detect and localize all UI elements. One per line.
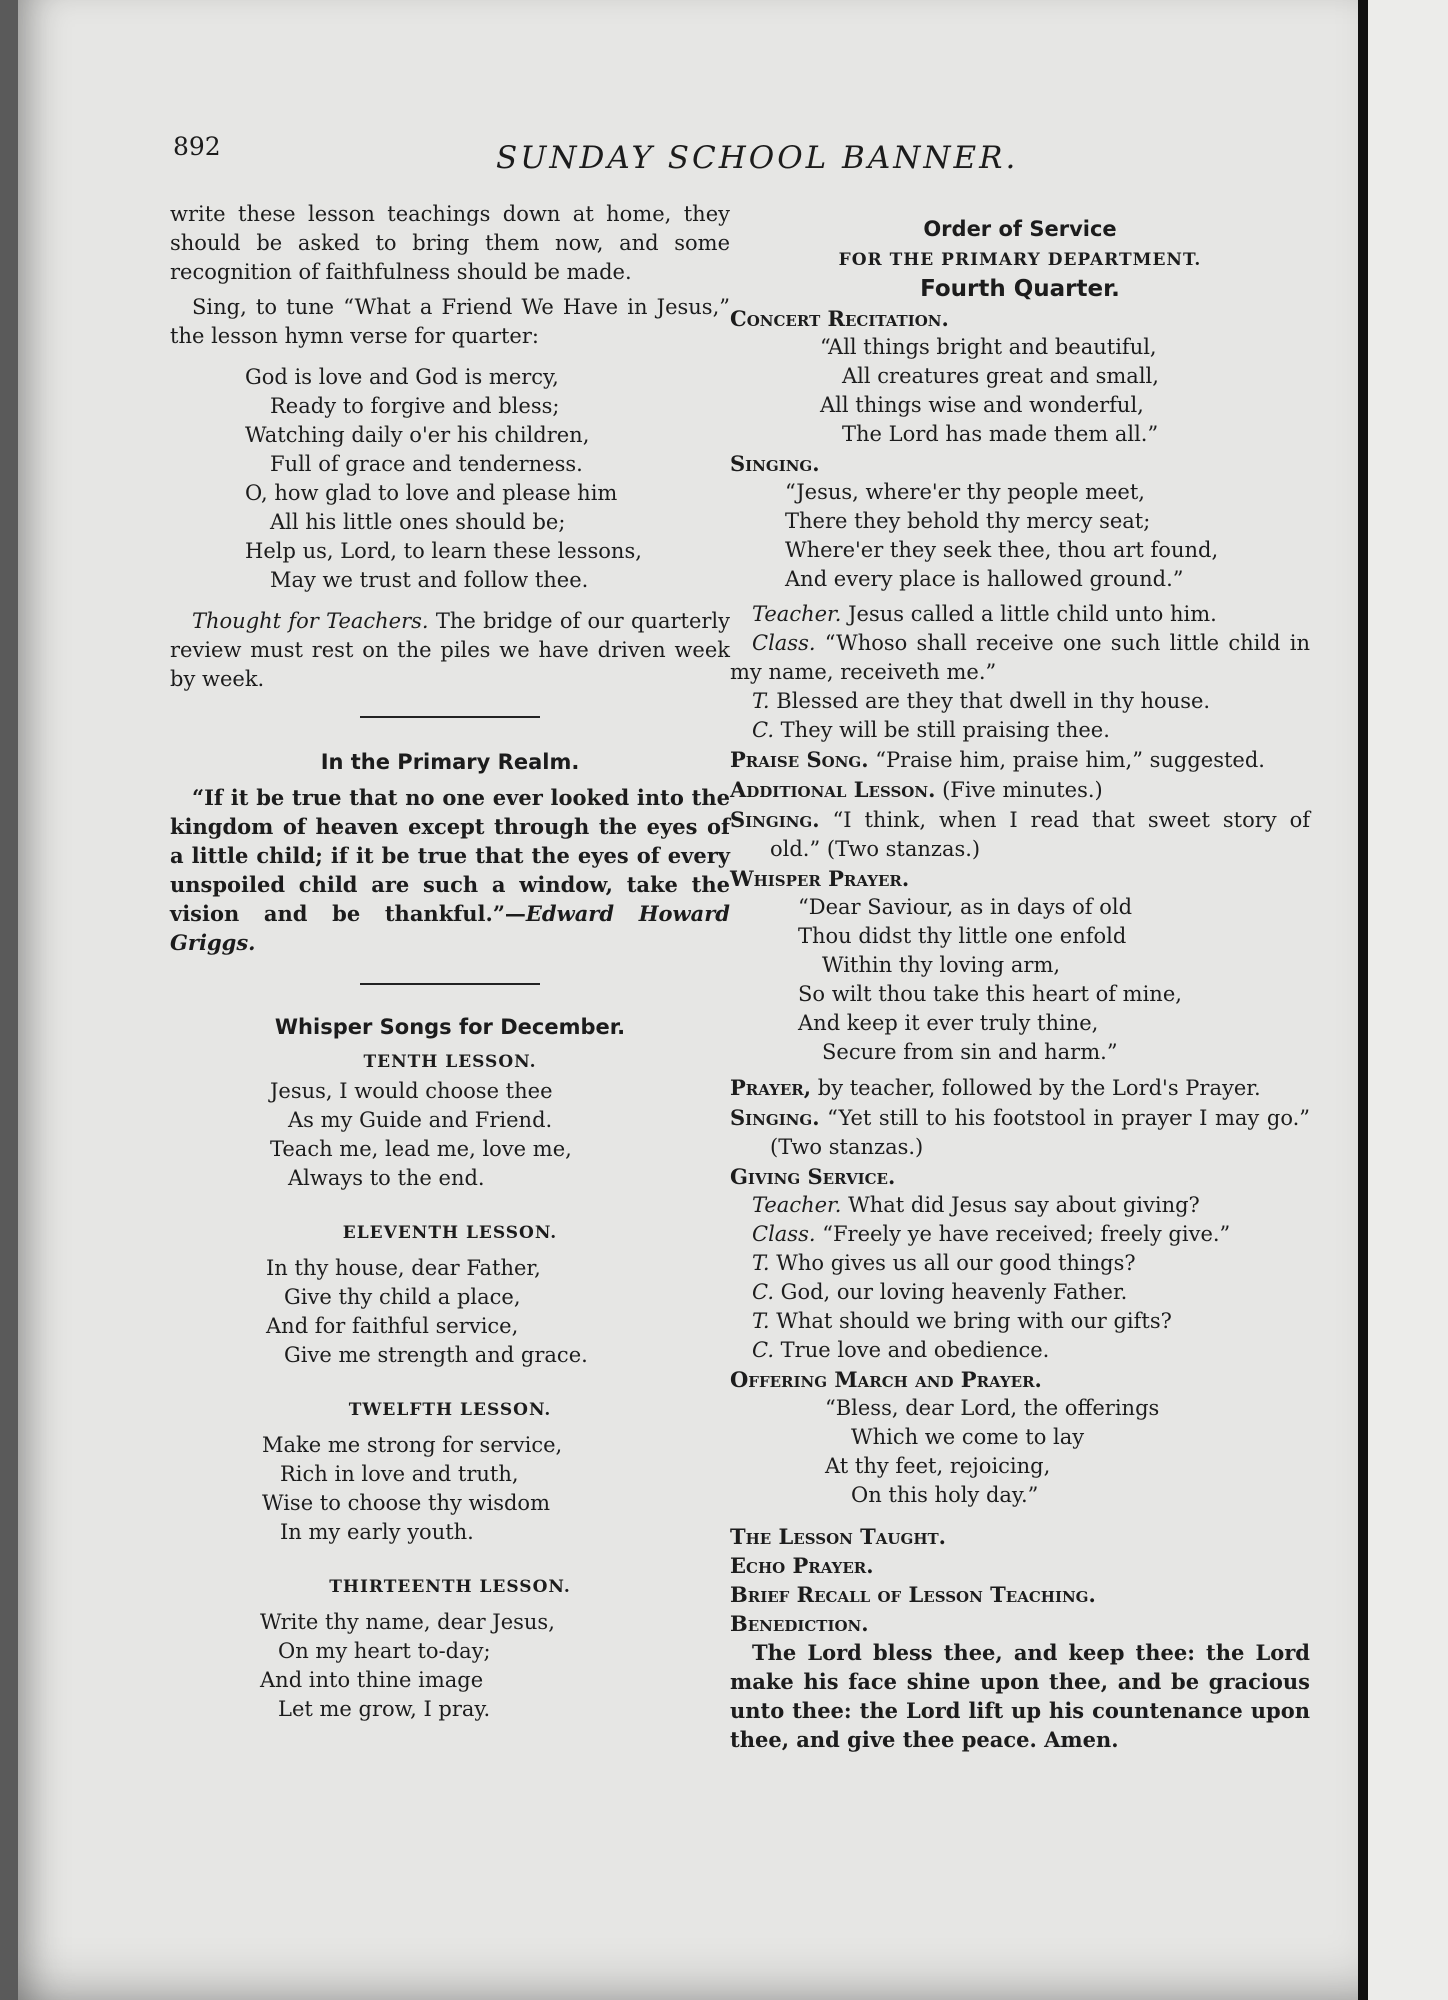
verse-line: Jesus, I would choose thee (270, 1079, 553, 1103)
verse-line: So wilt thou take this heart of mine, (798, 982, 1182, 1006)
speaker: Class. (752, 1222, 816, 1246)
verse-line: And into thine image (260, 1668, 484, 1692)
primary-realm-title: In the Primary Realm. (320, 750, 580, 774)
verse-line: Rich in love and truth, (280, 1462, 519, 1486)
additional-text: (Five minutes.) (935, 778, 1103, 802)
verse-line: In thy house, dear Father, (266, 1256, 541, 1280)
hymn-line: God is love and God is mercy, (245, 365, 559, 389)
prayer-text: by teacher, followed by the Lord's Prayer. (811, 1076, 1261, 1100)
lesson-hymn (170, 363, 730, 595)
verse-line: Teach me, lead me, love me, (270, 1137, 572, 1161)
book-page (18, 0, 1358, 2000)
page-gutter (1358, 0, 1368, 2000)
closing-item: Brief Recall of Lesson Teaching. (730, 1582, 1096, 1607)
dialog-text: What did Jesus say about giving? (841, 1193, 1200, 1217)
dialog-line (730, 1307, 1310, 1336)
running-head: SUNDAY SCHOOL BANNER. (496, 140, 1019, 176)
verse-line: Where'er they seek thee, thou art found, (785, 538, 1219, 562)
section-divider (360, 716, 540, 718)
quote-author: Edward Howard Griggs. (170, 901, 730, 955)
singing-2 (730, 805, 1310, 864)
verse-line: “All things bright and beautiful, (820, 335, 1157, 359)
dialog-text: “Whoso shall receive one such little child in my name, receiveth me.” (730, 631, 1310, 684)
dialog-line (730, 1249, 1310, 1278)
verse-line: On this holy day.” (851, 1483, 1039, 1507)
dialog-line (730, 600, 1310, 629)
speaker: C. (752, 1338, 774, 1362)
dialog-text: God, our loving heavenly Father. (774, 1280, 1128, 1304)
whisper-prayer-label: Whisper Prayer. (730, 866, 910, 891)
order-of-service-subtitle: FOR THE PRIMARY DEPARTMENT. (838, 250, 1202, 270)
speaker: Class. (752, 631, 816, 655)
dialog-text: What should we bring with our gifts? (769, 1309, 1172, 1333)
additional-lesson (730, 775, 1310, 805)
prayer-label: Prayer, (730, 1075, 812, 1100)
dialog-line (730, 716, 1310, 745)
dialog-text: True love and obedience. (774, 1338, 1050, 1362)
speaker: Teacher. (752, 1193, 842, 1217)
praise-text: “Praise him, praise him,” suggested. (868, 748, 1265, 772)
primary-realm-quote (170, 783, 730, 957)
praise-song (730, 745, 1310, 775)
book-binding (0, 0, 18, 2000)
hymn-line: Full of grace and tenderness. (270, 452, 583, 476)
order-of-service-title: Order of Service (923, 217, 1117, 241)
verse-line: Make me strong for service, (262, 1433, 563, 1457)
verse-line: And every place is hallowed ground.” (785, 567, 1184, 591)
verse-line: In my early youth. (280, 1520, 474, 1544)
speaker: T. (752, 1309, 770, 1333)
adjacent-page-edge (1368, 0, 1448, 2000)
lesson-verse (170, 1254, 730, 1370)
dialog-line (730, 629, 1310, 687)
dialog-text: “Freely ye have received; freely give.” (815, 1222, 1231, 1246)
verse-line: “Dear Saviour, as in days of old (798, 895, 1133, 919)
dialog-line (730, 1220, 1310, 1249)
verse-line: On my heart to-day; (278, 1639, 491, 1663)
dialog-line (730, 687, 1310, 716)
dialog-text: Who gives us all our good things? (769, 1251, 1136, 1275)
lesson-title: TENTH LESSON. (363, 1052, 537, 1072)
offering-verse (730, 1394, 1310, 1510)
hymn-line: All his little ones should be; (270, 510, 566, 534)
dialog-line (730, 1191, 1310, 1220)
singing-verse (730, 478, 1310, 594)
hymn-line: O, how glad to love and please him (245, 481, 618, 505)
lesson-verse (170, 1431, 730, 1547)
verse-line: “Bless, dear Lord, the offerings (825, 1396, 1160, 1420)
thought-label: Thought for Teachers. (192, 609, 429, 633)
lesson-title: ELEVENTH LESSON. (342, 1223, 558, 1243)
speaker: T. (752, 1251, 770, 1275)
verse-line: Always to the end. (288, 1166, 485, 1190)
praise-label: Praise Song. (730, 747, 869, 772)
verse-line: There they behold thy mercy seat; (785, 509, 1151, 533)
singing-3 (730, 1103, 1310, 1162)
dialog-line (730, 1278, 1310, 1307)
verse-line: Give thy child a place, (284, 1285, 521, 1309)
verse-line: “Jesus, where'er thy people meet, (785, 480, 1145, 504)
offering-label: Offering March and Prayer. (730, 1367, 1042, 1392)
hymn-line: May we trust and follow thee. (270, 568, 589, 592)
singing-label: Singing. (730, 1105, 820, 1130)
verse-line: As my Guide and Friend. (288, 1108, 553, 1132)
benediction-text: The Lord bless thee, and keep thee: the Lord make his face shine upon thee, and be gracious unto thee: the Lord lift up his countenance upon thee, and give thee peace. Amen. (730, 1640, 1310, 1752)
thought-for-teachers (170, 607, 730, 694)
section-divider (360, 983, 540, 985)
verse-line: Secure from sin and harm.” (822, 1040, 1118, 1064)
quarter-heading: Fourth Quarter. (920, 276, 1120, 302)
verse-line: The Lord has made them all.” (842, 422, 1159, 446)
closing-item: Benediction. (730, 1611, 869, 1636)
verse-line: Within thy loving arm, (822, 953, 1061, 977)
giving-service-label: Giving Service. (730, 1164, 896, 1189)
verse-line: Which we come to lay (851, 1425, 1085, 1449)
verse-line: Write thy name, dear Jesus, (260, 1610, 555, 1634)
verse-line: All creatures great and small, (842, 364, 1159, 388)
verse-line: Give me strength and grace. (284, 1343, 588, 1367)
dialog-text: Blessed are they that dwell in thy house. (769, 689, 1211, 713)
closing-item: The Lesson Taught. (730, 1524, 946, 1549)
lesson-verse (170, 1077, 730, 1193)
concert-verse (730, 333, 1310, 449)
speaker: Teacher. (752, 602, 842, 626)
singing-label: Singing. (730, 807, 820, 832)
hymn-line: Help us, Lord, to learn these lessons, (245, 539, 642, 563)
verse-line: Let me grow, I pray. (278, 1697, 491, 1721)
right-column (730, 215, 1310, 1754)
quote-text: “If it be true that no one ever looked into the kingdom of heaven except through the eyes of a little child; if it be true that the eyes of every unspoiled child are such a window, take the vision and be thankful.”— (170, 785, 730, 926)
verse-line: At thy feet, rejoicing, (825, 1454, 1051, 1478)
whisper-songs-title: Whisper Songs for December. (274, 1015, 626, 1039)
sing-intro: Sing, to tune “What a Friend We Have in Jesus,” the lesson hymn verse for quarter: (170, 295, 730, 348)
intro-paragraph: write these lesson teachings down at home, they should be asked to bring them now, and some recognition of faithfulness should be made. (170, 202, 730, 284)
verse-line: Wise to choose thy wisdom (262, 1491, 550, 1515)
page-number: 892 (173, 132, 221, 161)
lesson-verse (170, 1608, 730, 1724)
concert-recitation-label: Concert Recitation. (730, 306, 949, 331)
lesson-title: THIRTEENTH LESSON. (329, 1577, 571, 1597)
dialog-text: They will be still praising thee. (774, 718, 1110, 742)
verse-line: Thou didst thy little one enfold (798, 924, 1127, 948)
speaker: C. (752, 718, 774, 742)
dialog-line (730, 1336, 1310, 1365)
singing-text: “I think, when I read that sweet story of old.” (Two stanzas.) (770, 808, 1310, 861)
whisper-prayer-verse (730, 893, 1310, 1067)
closing-item: Echo Prayer. (730, 1553, 874, 1578)
verse-line: And for faithful service, (266, 1314, 519, 1338)
hymn-line: Ready to forgive and bless; (270, 394, 560, 418)
speaker: T. (752, 689, 770, 713)
thought-text: The bridge of our quarterly review must rest on the piles we have driven week by week. (170, 609, 730, 691)
lesson-title: TWELFTH LESSON. (348, 1400, 552, 1420)
speaker: C. (752, 1280, 774, 1304)
additional-label: Additional Lesson. (730, 777, 936, 802)
verse-line: All things wise and wonderful, (820, 393, 1144, 417)
singing-label: Singing. (730, 451, 820, 476)
dialog-text: Jesus called a little child unto him. (841, 602, 1217, 626)
left-column (170, 200, 730, 1724)
hymn-line: Watching daily o'er his children, (245, 423, 590, 447)
prayer (730, 1073, 1310, 1103)
singing-text: “Yet still to his footstool in prayer I may go.” (Two stanzas.) (770, 1106, 1310, 1159)
verse-line: And keep it ever truly thine, (798, 1011, 1099, 1035)
